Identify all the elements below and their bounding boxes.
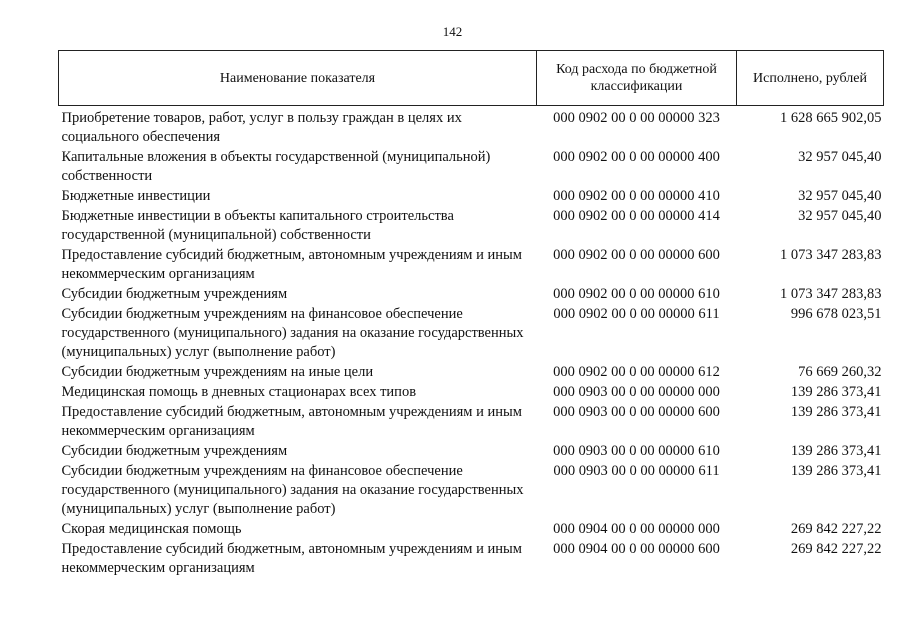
row-indicator-name: Субсидии бюджетным учреждениям на финансовое обеспечение государственного (муниципального) задания на оказание государственных (муниципальных) услуг (выполнение работ)	[61, 463, 524, 517]
table-row	[59, 442, 884, 462]
row-executed-amount: 1 073 347 283,83	[780, 247, 882, 263]
row-indicator-name: Субсидии бюджетным учреждениям	[61, 443, 288, 459]
table-row	[59, 305, 884, 363]
budget-execution-table	[58, 50, 884, 579]
row-executed-amount: 32 957 045,40	[798, 188, 882, 204]
row-indicator-name: Капитальные вложения в объекты государственной (муниципальной) собственности	[61, 149, 491, 184]
row-executed-amount: 32 957 045,40	[798, 149, 882, 165]
row-indicator-name: Субсидии бюджетным учреждениям	[61, 286, 288, 302]
header-indicator-name: Наименование показателя	[59, 51, 537, 106]
table-row	[59, 363, 884, 383]
page-number: 142	[442, 24, 463, 39]
row-expense-code: 000 0904 00 0 00 00000 000	[553, 521, 720, 537]
header-executed-amount: Исполнено, рублей	[737, 51, 884, 106]
table-row	[59, 462, 884, 520]
row-executed-amount: 139 286 373,41	[790, 443, 882, 459]
row-expense-code: 000 0904 00 0 00 00000 600	[553, 541, 720, 557]
row-indicator-name: Медицинская помощь в дневных стационарах всех типов	[61, 384, 417, 400]
row-indicator-name: Бюджетные инвестиции	[61, 188, 211, 204]
row-indicator-name: Субсидии бюджетным учреждениям на финансовое обеспечение государственного (муниципального) задания на оказание государственных (муниципальных) услуг (выполнение работ)	[61, 306, 524, 360]
row-expense-code: 000 0903 00 0 00 00000 610	[553, 443, 720, 459]
row-executed-amount: 1 628 665 902,05	[780, 110, 882, 126]
table-row	[59, 520, 884, 540]
row-executed-amount: 1 073 347 283,83	[780, 286, 882, 302]
row-expense-code: 000 0903 00 0 00 00000 600	[553, 404, 720, 420]
row-executed-amount: 139 286 373,41	[790, 384, 882, 400]
row-executed-amount: 139 286 373,41	[790, 404, 882, 420]
row-indicator-name: Субсидии бюджетным учреждениям на иные цели	[61, 364, 374, 380]
table-row	[59, 383, 884, 403]
table-row	[59, 106, 884, 149]
table-row	[59, 246, 884, 285]
table-row	[59, 540, 884, 579]
row-expense-code: 000 0902 00 0 00 00000 414	[553, 208, 720, 224]
row-expense-code: 000 0902 00 0 00 00000 323	[553, 110, 720, 126]
row-expense-code: 000 0902 00 0 00 00000 410	[553, 188, 720, 204]
row-expense-code: 000 0902 00 0 00 00000 610	[553, 286, 720, 302]
row-indicator-name: Скорая медицинская помощь	[61, 521, 242, 537]
row-indicator-name: Предоставление субсидий бюджетным, автономным учреждениям и иным некоммерческим организациям	[61, 404, 522, 439]
row-indicator-name: Приобретение товаров, работ, услуг в пользу граждан в целях их социального обеспечения	[61, 110, 462, 145]
row-expense-code: 000 0903 00 0 00 00000 611	[553, 463, 720, 479]
row-expense-code: 000 0902 00 0 00 00000 611	[553, 306, 720, 322]
row-expense-code: 000 0903 00 0 00 00000 000	[553, 384, 720, 400]
table-row	[59, 285, 884, 305]
table-row	[59, 148, 884, 187]
row-expense-code: 000 0902 00 0 00 00000 612	[553, 364, 720, 380]
table-row	[59, 207, 884, 246]
row-executed-amount: 139 286 373,41	[790, 463, 882, 479]
row-expense-code: 000 0902 00 0 00 00000 600	[553, 247, 720, 263]
row-indicator-name: Бюджетные инвестиции в объекты капитального строительства государственной (муниципальной) собственности	[61, 208, 454, 243]
table-row	[59, 187, 884, 207]
row-executed-amount: 269 842 227,22	[790, 541, 882, 557]
header-expense-code: Код расхода по бюджетной классификации	[537, 51, 737, 106]
row-indicator-name: Предоставление субсидий бюджетным, автономным учреждениям и иным некоммерческим организациям	[61, 541, 522, 576]
row-executed-amount: 269 842 227,22	[790, 521, 882, 537]
row-indicator-name: Предоставление субсидий бюджетным, автономным учреждениям и иным некоммерческим организациям	[61, 247, 522, 282]
table-row	[59, 403, 884, 442]
row-executed-amount: 32 957 045,40	[798, 208, 882, 224]
table-header	[59, 51, 884, 106]
row-executed-amount: 996 678 023,51	[790, 306, 882, 322]
table-body	[59, 106, 884, 580]
row-executed-amount: 76 669 260,32	[798, 364, 882, 380]
row-expense-code: 000 0902 00 0 00 00000 400	[553, 149, 720, 165]
